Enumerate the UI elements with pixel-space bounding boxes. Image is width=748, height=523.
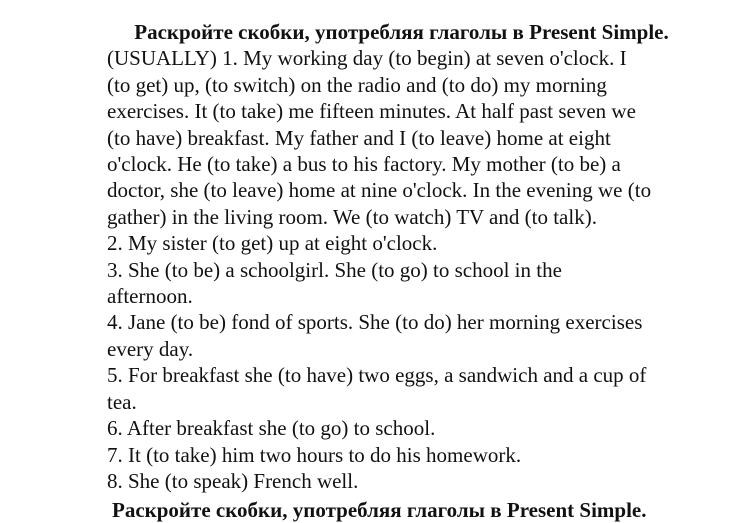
text-line: (to get) up, (to switch) on the radio and (to do) my morning bbox=[107, 72, 607, 97]
next-exercise-title: Раскройте скобки, употребляя глаголы в Present Simple. bbox=[112, 498, 647, 522]
text-line: every day. bbox=[107, 336, 194, 361]
text-line: 3. She (to be) a schoolgirl. She (to go) to school in the bbox=[107, 257, 562, 282]
text-line: 8. She (to speak) French well. bbox=[107, 468, 359, 493]
text-line: 7. It (to take) him two hours to do his homework. bbox=[107, 442, 522, 467]
text-line: (USUALLY) 1. My working day (to begin) at seven o'clock. I bbox=[107, 46, 627, 71]
text-line: tea. bbox=[107, 389, 137, 414]
text-line: 5. For breakfast she (to have) two eggs, a sandwich and a cup of bbox=[107, 363, 647, 388]
text-line: 4. Jane (to be) fond of sports. She (to do) her morning exercises bbox=[107, 310, 643, 335]
text-line: exercises. It (to take) me fifteen minutes. At half past seven we bbox=[107, 99, 636, 124]
text-line: 2. My sister (to get) up at eight o'clock. bbox=[107, 231, 438, 256]
text-line: 6. After breakfast she (to go) to school. bbox=[107, 416, 436, 441]
text-line: (to have) breakfast. My father and I (to leave) home at eight bbox=[107, 125, 611, 150]
text-line: o'clock. He (to take) a bus to his factory. My mother (to be) a bbox=[107, 152, 621, 177]
exercise-document bbox=[107, 19, 707, 494]
text-line: afternoon. bbox=[107, 284, 193, 309]
text-line: doctor, she (to leave) home at nine o'clock. In the evening we (to bbox=[107, 178, 652, 203]
text-line: gather) in the living room. We (to watch) TV and (to talk). bbox=[107, 204, 597, 229]
exercise-title: Раскройте скобки, употребляя глаголы в Present Simple. bbox=[134, 20, 669, 44]
